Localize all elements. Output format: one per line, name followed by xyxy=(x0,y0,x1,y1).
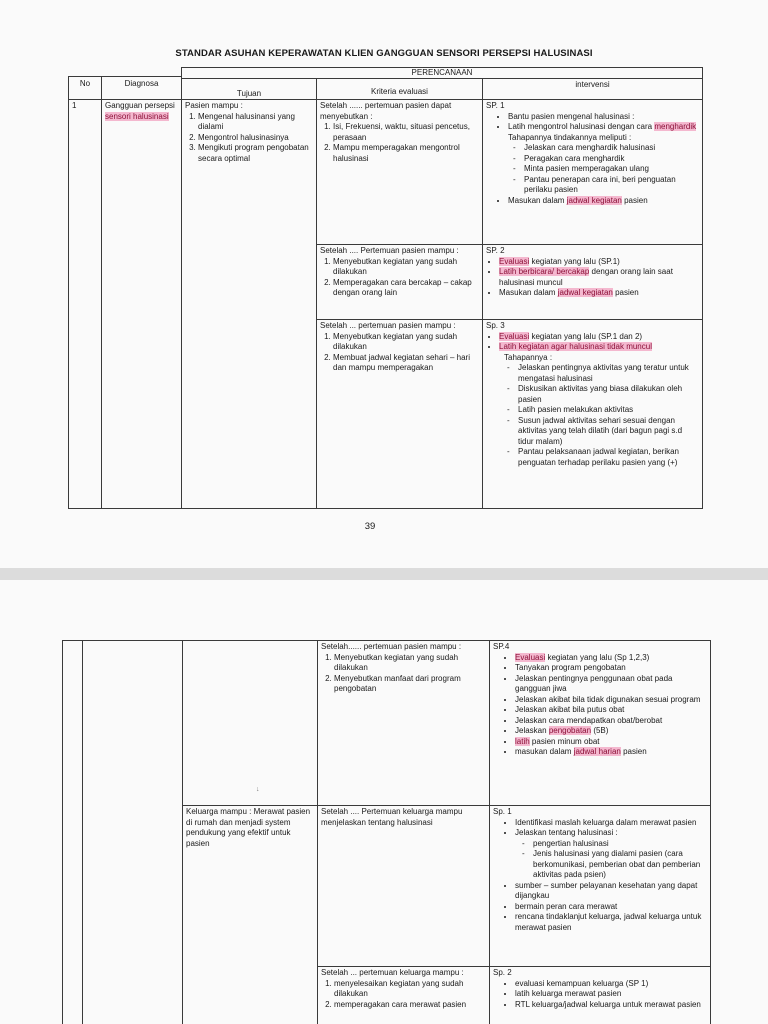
sp4-bullet: • Jelaskan pentingnya penggunaan obat pada gangguan jiwa xyxy=(515,674,707,695)
sp4-bullet: • latih pasien minum obat xyxy=(515,737,707,748)
document-page-2 xyxy=(0,580,768,1024)
row-number-cell xyxy=(68,99,102,509)
sp1-dash-item: - Jelaskan cara menghardik halusinasi xyxy=(524,143,699,154)
sp3-bullet: • Latih kegiatan agar halusinasi tidak muncul xyxy=(499,342,699,353)
sp3-kriteria-cell xyxy=(316,319,483,509)
sp4-bullet: • Jelaskan akibat bila putus obat xyxy=(515,705,707,716)
sp2k-kriteria-item: 1. menyelesaikan kegiatan yang sudah dilakukan xyxy=(334,979,486,1000)
sp4-kriteria-item: 2. Menyebutkan manfaat dari program pengobatan xyxy=(334,674,486,695)
sp3-bullet: • Evaluasi kegiatan yang lalu (SP.1 dan 2) xyxy=(499,332,699,343)
page-number: 39 xyxy=(364,521,376,532)
sp3-kriteria-item: 2. Membuat jadwal kegiatan sehari – hari dan mampu memperagakan xyxy=(333,353,479,374)
sp2k-kriteria-item: 2. memperagakan cara merawat pasien xyxy=(334,1000,486,1011)
sp1-label: SP. 1 xyxy=(486,101,505,110)
keluarga-bullet: • Jelaskan tentang halusinasi : xyxy=(515,828,707,839)
sp1-kriteria-cell xyxy=(316,99,483,245)
sp4-bullet: • masukan dalam jadwal harian pasien xyxy=(515,747,707,758)
header-diagnosa: Diagnosa xyxy=(101,76,182,100)
sp4-bullet: • Jelaskan pengobatan (5B) xyxy=(515,726,707,737)
sp2k-bullet: • latih keluarga merawat pasien xyxy=(515,989,707,1000)
sp2-kriteria-item: 1. Menyebutkan kegiatan yang sudah dilakukan xyxy=(333,257,479,278)
keluarga-bullet: • sumber – sumber pelayanan kesehatan yang dapat dijangkau xyxy=(515,881,707,902)
diagnosa-column-continued xyxy=(82,640,183,1024)
sp2-kriteria-title: Setelah .... Pertemuan pasien mampu : xyxy=(320,246,459,255)
sp1-kriteria-item: 2. Mampu memperagakan mengontrol halusinasi xyxy=(333,143,479,164)
tujuan-item: 3. Mengikuti program pengobatan secara optimal xyxy=(198,143,313,164)
header-kriteria: Kriteria evaluasi xyxy=(316,78,483,100)
keluarga-kriteria: Setelah .... Pertemuan keluarga mampu menjelaskan tentang halusinasi xyxy=(321,807,463,827)
sp3-dash-item: - Latih pasien melakukan aktivitas xyxy=(518,405,699,416)
keluarga-tujuan: Keluarga mampu : Merawat pasien di rumah dan menjadi system pendukung yang efektif untuk pasien xyxy=(186,807,311,848)
sp2-bullet: • Masukan dalam jadwal kegiatan pasien xyxy=(499,288,699,299)
sp1-bullet: • Bantu pasien mengenal halusinasi : xyxy=(508,112,699,123)
sp3-label: Sp. 3 xyxy=(486,321,505,330)
tujuan-cell xyxy=(181,99,317,509)
sp3-intervensi-cell xyxy=(482,319,703,509)
keluarga-dash-item: - Jenis halusinasi yang dialami pasien (cara berkomunikasi, pemberian obat dan pemberian aktivitas pada psien) xyxy=(533,849,707,881)
diagnosa-text: Gangguan persepsi xyxy=(105,101,175,110)
stray-mark: ↓ xyxy=(256,786,260,793)
sp3-kriteria-title: Setelah ... pertemuan pasien mampu : xyxy=(320,321,456,330)
no-column-continued xyxy=(62,640,83,1024)
keluarga-kriteria-cell xyxy=(317,805,490,967)
keluarga-bullet: • Identifikasi maslah keluarga dalam merawat pasien xyxy=(515,818,707,829)
sp1-kriteria-title: Setelah ...... pertemuan pasien dapat menyebutkan : xyxy=(320,101,452,121)
header-perencanaan: PERENCANAAN xyxy=(181,67,703,79)
sp2-bullet: • Latih berbicara/ bercakap dengan orang lain saat halusinasi muncul xyxy=(499,267,699,288)
sp3-dash-item: - Diskusikan aktivitas yang biasa dilakukan oleh pasien xyxy=(518,384,699,405)
sp4-bullet: • Tanyakan program pengobatan xyxy=(515,663,707,674)
sp2k-kriteria-title: Setelah ... pertemuan keluarga mampu : xyxy=(321,968,464,977)
page-gap xyxy=(0,568,768,580)
sp3-dash-item: - Jelaskan pentingnya aktivitas yang teratur untuk mengatasi halusinasi xyxy=(518,363,699,384)
row-number: 1 xyxy=(72,101,77,110)
tujuan-item: 1. Mengenal halusinansi yang dialami xyxy=(198,112,313,133)
sp1-dash-item: - Pantau penerapan cara ini, beri penguatan perilaku pasien xyxy=(524,175,699,196)
sp4-label: SP.4 xyxy=(493,642,510,651)
sp4-bullet: • Jelaskan akibat bila tidak digunakan sesuai program xyxy=(515,695,707,706)
keluarga-dash-item: - pengertian halusinasi xyxy=(533,839,707,850)
sp4-intervensi-cell xyxy=(489,640,711,806)
keluarga-sp1-label: Sp. 1 xyxy=(493,807,512,816)
sp1-bullet: • Masukan dalam jadwal kegiatan pasien xyxy=(508,196,699,207)
sp2k-bullet: • RTL keluarga/jadwal keluarga untuk merawat pasien xyxy=(515,1000,707,1011)
sp4-kriteria-title: Setelah...... pertemuan pasien mampu : xyxy=(321,642,462,651)
sp3-dash-item: - Susun jadwal aktivitas sehari sesuai dengan aktivitas yang telah dilatih (dari bagun pagi s.d tidur malam) xyxy=(518,416,699,448)
sp3-kriteria-item: 1. Menyebutkan kegiatan yang sudah dilakukan xyxy=(333,332,479,353)
sp2-intervensi-cell xyxy=(482,244,703,320)
sp1-kriteria-item: 1. Isi, Frekuensi, waktu, situasi pencetus, perasaan xyxy=(333,122,479,143)
sp2k-bullet: • evaluasi kemampuan keluarga (SP 1) xyxy=(515,979,707,990)
tujuan-title: Pasien mampu : xyxy=(185,101,243,110)
header-intervensi: intervensi xyxy=(482,78,703,100)
sp3-tahapan: Tahapannya : xyxy=(504,352,553,362)
sp2k-intervensi-cell xyxy=(489,966,711,1024)
sp3-dash-item: - Pantau pelaksanaan jadwal kegiatan, berikan penguatan terhadap perilaku pasien yang (+) xyxy=(518,447,699,468)
sp4-kriteria-cell xyxy=(317,640,490,806)
sp4-bullet: • Evaluasi kegiatan yang lalu (Sp 1,2,3) xyxy=(515,653,707,664)
document-title: STANDAR ASUHAN KEPERAWATAN KLIEN GANGGUAN SENSORI PERSEPSI HALUSINASI xyxy=(175,48,593,59)
diagnosa-highlight: sensori halusinasi xyxy=(105,111,169,121)
sp1-dash-item: - Minta pasien memperagakan ulang xyxy=(524,164,699,175)
tujuan-cell-continued xyxy=(182,640,318,806)
sp2-kriteria-item: 2. Memperagakan cara bercakap – cakap dengan orang lain xyxy=(333,278,479,299)
header-no: No xyxy=(68,76,102,100)
sp4-kriteria-item: 1. Menyebutkan kegiatan yang sudah dilakukan xyxy=(334,653,486,674)
diagnosa-cell xyxy=(101,99,182,509)
sp1-tahapan: Tahapannya tindakannya meliputi : xyxy=(508,132,632,142)
sp2-label: SP. 2 xyxy=(486,246,505,255)
header-tujuan: Tujuan xyxy=(181,78,317,100)
sp2k-label: Sp. 2 xyxy=(493,968,512,977)
sp2k-kriteria-cell xyxy=(317,966,490,1024)
tujuan-item: 2. Mengontrol halusinasinya xyxy=(198,133,313,144)
sp4-bullet: • Jelaskan cara mendapatkan obat/berobat xyxy=(515,716,707,727)
sp2-kriteria-cell xyxy=(316,244,483,320)
sp1-intervensi-cell xyxy=(482,99,703,245)
sp1-bullet: • Latih mengontrol halusinasi dengan cara menghardik xyxy=(508,122,699,133)
keluarga-bullet: • bermain peran cara merawat xyxy=(515,902,707,913)
keluarga-bullet: • rencana tindaklanjut keluarga, jadwal keluarga untuk merawat pasien xyxy=(515,912,707,933)
sp2-bullet: • Evaluasi kegiatan yang lalu (SP.1) xyxy=(499,257,699,268)
keluarga-sp1-intervensi-cell xyxy=(489,805,711,967)
keluarga-tujuan-cell xyxy=(182,805,318,1024)
sp1-dash-item: - Peragakan cara menghardik xyxy=(524,154,699,165)
